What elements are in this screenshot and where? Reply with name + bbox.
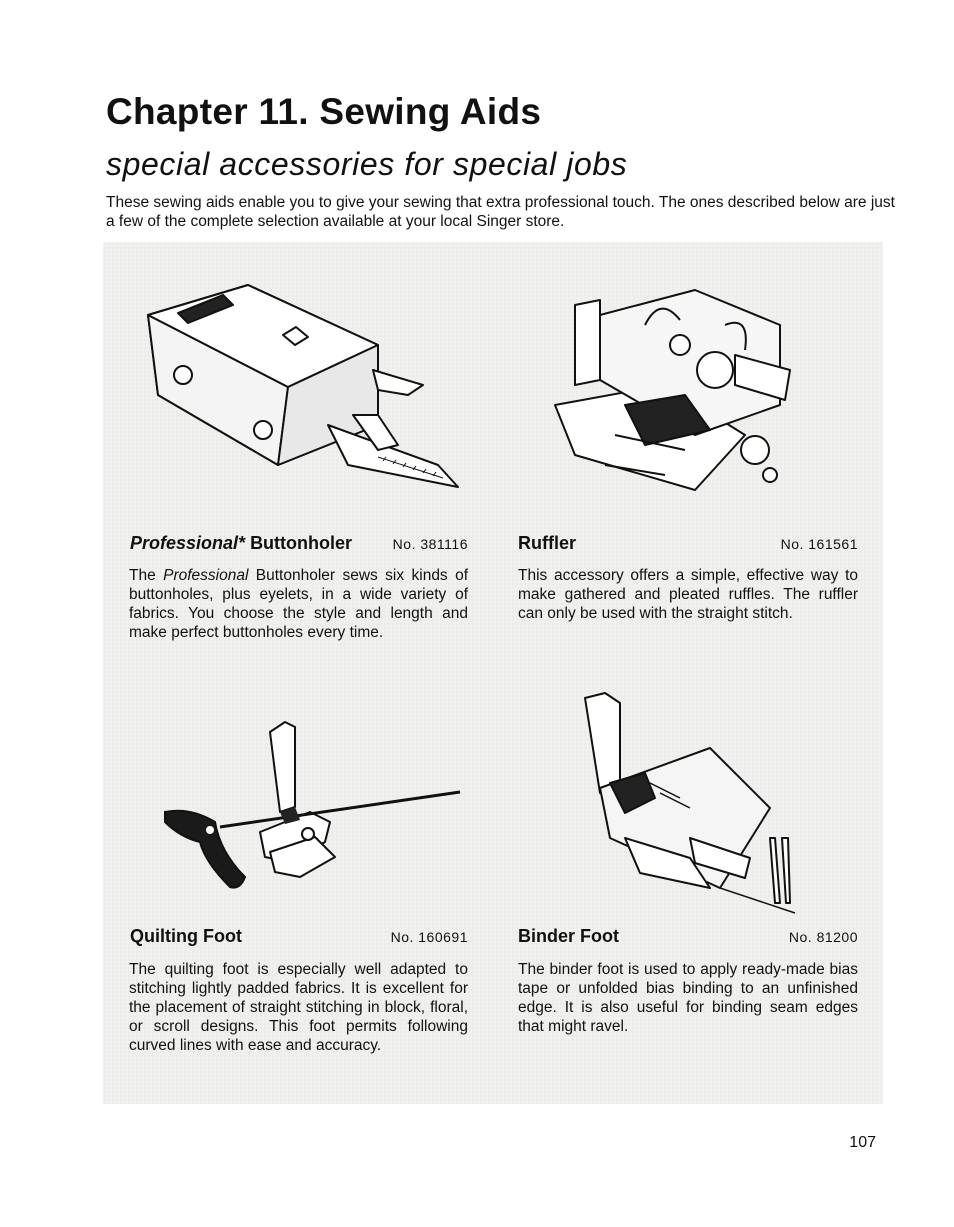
binder-foot-number: No. 81200 [788,929,858,945]
buttonholer-illustration [138,275,468,500]
buttonholer-title: Professional* Buttonholer [130,533,353,553]
ruffler-heading [518,533,858,557]
quilting-foot-illustration [160,712,465,892]
quilting-foot-description: The quilting foot is especially well adapted to stitching lightly padded fabrics. It is excellent for the placement of straight stitching in block, floral, or scroll designs. This foot permits following curved lines with ease and accuracy. [129,961,468,1054]
quilting-foot-heading [130,926,468,950]
ruffler-description: This accessory offers a simple, effective way to make gathered and pleated ruffles. The ruffler can only be used with the straight stitch. [518,567,858,622]
quilting-foot-number: No. 160691 [390,929,468,945]
quilting-foot-title: Quilting Foot [130,926,242,946]
binder-foot-title: Binder Foot [518,926,619,946]
buttonholer-description: The Professional Buttonholer sews six kinds of buttonholes, plus eyelets, in a wide variety of fabrics. You choose the style and length and make perfect buttonholes every time. [129,567,469,641]
buttonholer-number: No. 381116 [392,536,468,552]
binder-foot-description: The binder foot is used to apply ready-made bias tape or unfolded bias binding to an unfinished edge. It is also useful for binding seam edges that might ravel. [518,961,858,1035]
chapter-title: Chapter 11. Sewing Aids [106,91,542,132]
intro-paragraph: These sewing aids enable you to give your sewing that extra professional touch. The ones described below are just a few of the complete selection available at your local Singer store. [106,194,895,230]
binder-foot-heading [518,926,858,950]
ruffler-number: No. 161561 [780,536,858,552]
ruffler-title: Ruffler [518,533,576,553]
page-number: 107 [849,1134,876,1151]
chapter-subtitle: special accessories for special jobs [106,146,628,182]
binder-foot-illustration [570,688,810,918]
buttonholer-heading [130,533,468,557]
ruffler-illustration [545,285,815,510]
